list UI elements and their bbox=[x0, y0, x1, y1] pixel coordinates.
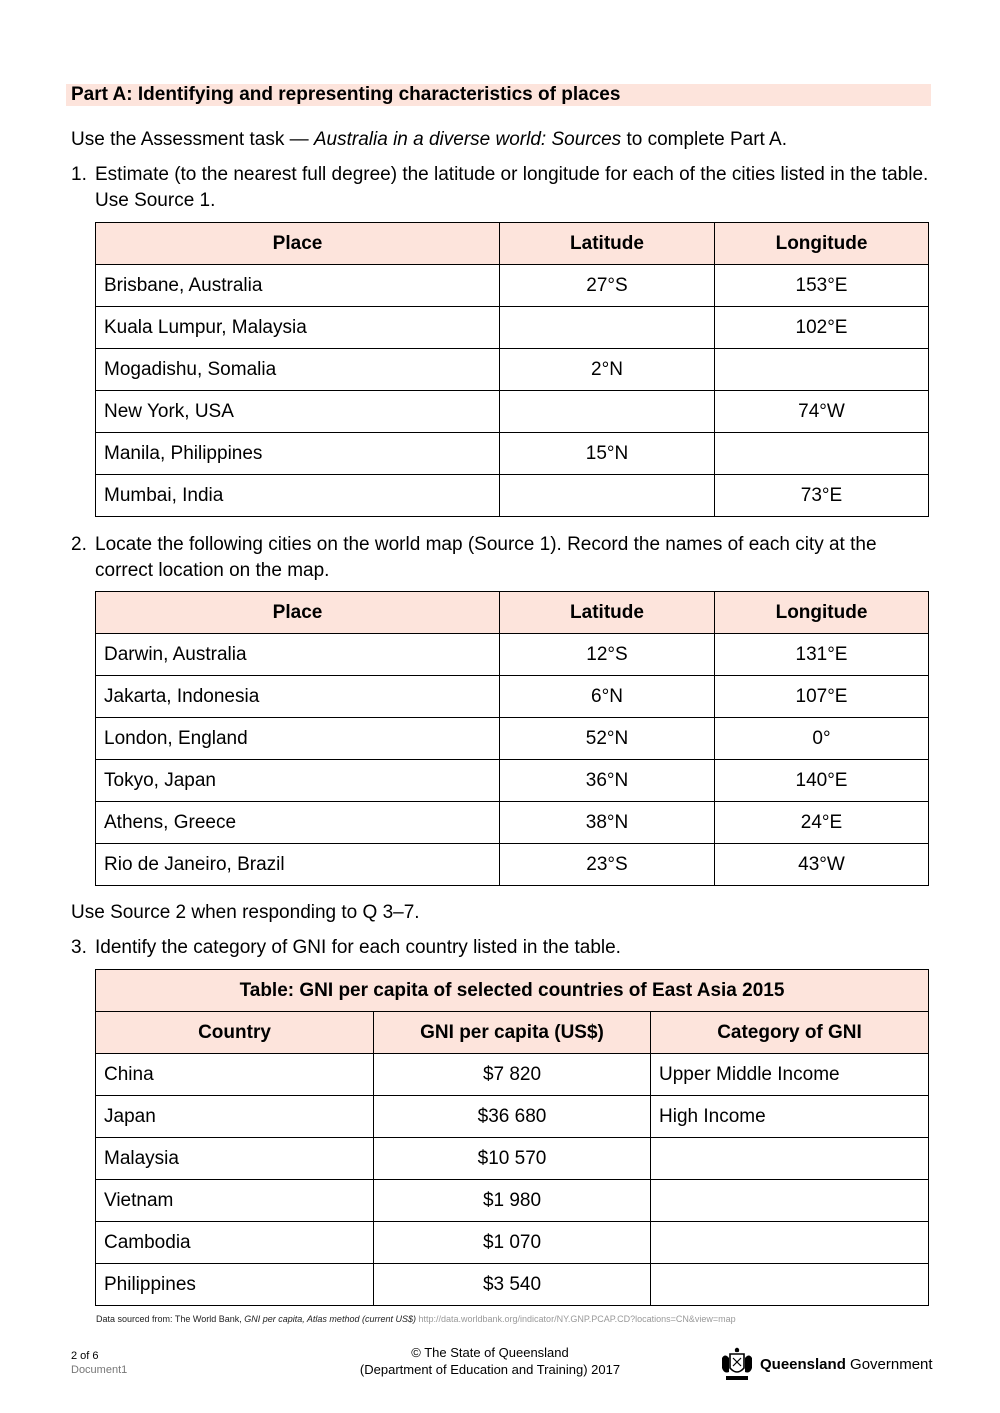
gni-cell: $10 570 bbox=[374, 1138, 651, 1180]
table-row bbox=[96, 1096, 929, 1138]
longitude-cell: 140°E bbox=[715, 760, 929, 802]
category-cell[interactable] bbox=[651, 1222, 929, 1264]
queensland-government-logo bbox=[718, 1344, 933, 1384]
table-row bbox=[96, 718, 929, 760]
category-cell[interactable] bbox=[651, 1180, 929, 1222]
category-cell[interactable] bbox=[651, 1264, 929, 1306]
category-cell[interactable]: Upper Middle Income bbox=[651, 1054, 929, 1096]
place-cell: Kuala Lumpur, Malaysia bbox=[96, 307, 500, 349]
table-row bbox=[96, 760, 929, 802]
question-2-text: Locate the following cities on the world map (Source 1). Record the names of each city at the correct location on the map. bbox=[95, 534, 877, 581]
question-1 bbox=[71, 162, 931, 214]
table-row bbox=[96, 634, 929, 676]
latitude-cell: 38°N bbox=[500, 802, 715, 844]
country-cell: Philippines bbox=[96, 1264, 374, 1306]
table-row bbox=[96, 349, 929, 391]
header-gni: GNI per capita (US$) bbox=[374, 1012, 651, 1054]
gni-table-title: Table: GNI per capita of selected countries of East Asia 2015 bbox=[96, 970, 929, 1012]
gni-cell: $36 680 bbox=[374, 1096, 651, 1138]
table-row bbox=[96, 1138, 929, 1180]
latitude-cell[interactable] bbox=[500, 307, 715, 349]
place-cell: London, England bbox=[96, 718, 500, 760]
latitude-cell: 23°S bbox=[500, 844, 715, 886]
question-2-number: 2. bbox=[71, 534, 87, 555]
question-3-text: Identify the category of GNI for each country listed in the table. bbox=[95, 937, 621, 958]
latitude-longitude-table-2 bbox=[95, 591, 929, 886]
place-cell: Darwin, Australia bbox=[96, 634, 500, 676]
source-2-instruction: Use Source 2 when responding to Q 3–7. bbox=[71, 902, 420, 923]
document-name: Document1 bbox=[71, 1364, 128, 1376]
latitude-cell[interactable] bbox=[500, 391, 715, 433]
gni-table bbox=[95, 969, 929, 1306]
table-row bbox=[96, 1054, 929, 1096]
gni-cell: $1 070 bbox=[374, 1222, 651, 1264]
longitude-cell[interactable]: 73°E bbox=[715, 475, 929, 517]
question-1-text: Estimate (to the nearest full degree) the latitude or longitude for each of the cities listed in the table. Use Source 1. bbox=[95, 164, 929, 211]
intro-paragraph bbox=[71, 127, 931, 153]
footer-copyright bbox=[330, 1344, 650, 1378]
place-cell: Mogadishu, Somalia bbox=[96, 349, 500, 391]
header-latitude: Latitude bbox=[500, 592, 715, 634]
latitude-cell: 12°S bbox=[500, 634, 715, 676]
gni-cell: $7 820 bbox=[374, 1054, 651, 1096]
intro-source-title: Australia in a diverse world: Sources bbox=[313, 129, 622, 150]
place-cell: Tokyo, Japan bbox=[96, 760, 500, 802]
intro-text-before: Use the Assessment task — bbox=[71, 129, 314, 150]
table-row bbox=[96, 433, 929, 475]
country-cell: Vietnam bbox=[96, 1180, 374, 1222]
place-cell: Brisbane, Australia bbox=[96, 265, 500, 307]
latitude-cell: 52°N bbox=[500, 718, 715, 760]
latitude-cell: 36°N bbox=[500, 760, 715, 802]
category-cell[interactable] bbox=[651, 1138, 929, 1180]
place-cell: Jakarta, Indonesia bbox=[96, 676, 500, 718]
header-latitude: Latitude bbox=[500, 223, 715, 265]
longitude-cell: 43°W bbox=[715, 844, 929, 886]
header-longitude: Longitude bbox=[715, 592, 929, 634]
logo-wordmark-bold: Queensland bbox=[760, 1356, 846, 1373]
longitude-cell: 24°E bbox=[715, 802, 929, 844]
data-source-prefix: Data sourced from: The World Bank, bbox=[96, 1314, 245, 1324]
longitude-cell: 0° bbox=[715, 718, 929, 760]
table-row bbox=[96, 1222, 929, 1264]
latitude-cell[interactable]: 2°N bbox=[500, 349, 715, 391]
country-cell: Cambodia bbox=[96, 1222, 374, 1264]
gni-cell: $1 980 bbox=[374, 1180, 651, 1222]
place-cell: Rio de Janeiro, Brazil bbox=[96, 844, 500, 886]
table-row bbox=[96, 475, 929, 517]
question-2 bbox=[71, 532, 931, 584]
header-place: Place bbox=[96, 592, 500, 634]
latitude-cell: 6°N bbox=[500, 676, 715, 718]
intro-text-after: to complete Part A. bbox=[621, 129, 787, 150]
table-row bbox=[96, 307, 929, 349]
table-row bbox=[96, 676, 929, 718]
longitude-cell[interactable]: 102°E bbox=[715, 307, 929, 349]
table-row bbox=[96, 1264, 929, 1306]
latitude-cell[interactable] bbox=[500, 475, 715, 517]
place-cell: Mumbai, India bbox=[96, 475, 500, 517]
country-cell: Japan bbox=[96, 1096, 374, 1138]
gni-cell: $3 540 bbox=[374, 1264, 651, 1306]
country-cell: China bbox=[96, 1054, 374, 1096]
section-heading: Part A: Identifying and representing characteristics of places bbox=[66, 84, 931, 106]
question-3 bbox=[71, 935, 931, 961]
question-1-number: 1. bbox=[71, 164, 87, 185]
latitude-cell[interactable]: 27°S bbox=[500, 265, 715, 307]
header-country: Country bbox=[96, 1012, 374, 1054]
longitude-cell: 107°E bbox=[715, 676, 929, 718]
header-longitude: Longitude bbox=[715, 223, 929, 265]
table-row bbox=[96, 1180, 929, 1222]
logo-wordmark-regular: Government bbox=[845, 1356, 933, 1373]
data-source-link[interactable]: http://data.worldbank.org/indicator/NY.GNP.PCAP.CD?locations=CN&view=map bbox=[418, 1314, 736, 1324]
place-cell: New York, USA bbox=[96, 391, 500, 433]
header-category: Category of GNI bbox=[651, 1012, 929, 1054]
page-number: 2 of 6 bbox=[71, 1350, 99, 1362]
header-place: Place bbox=[96, 223, 500, 265]
data-source-title: GNI per capita, Atlas method (current US$) bbox=[244, 1314, 416, 1324]
copyright-line-1: © The State of Queensland bbox=[411, 1345, 569, 1360]
category-cell[interactable]: High Income bbox=[651, 1096, 929, 1138]
place-cell: Athens, Greece bbox=[96, 802, 500, 844]
data-source-note bbox=[96, 1314, 736, 1324]
longitude-cell[interactable] bbox=[715, 349, 929, 391]
table-row bbox=[96, 391, 929, 433]
place-cell: Manila, Philippines bbox=[96, 433, 500, 475]
longitude-cell[interactable]: 153°E bbox=[715, 265, 929, 307]
question-3-number: 3. bbox=[71, 937, 87, 958]
coat-of-arms-icon bbox=[718, 1344, 756, 1384]
longitude-cell: 131°E bbox=[715, 634, 929, 676]
copyright-line-2: (Department of Education and Training) 2017 bbox=[359, 1362, 621, 1377]
footer-page-info bbox=[71, 1349, 127, 1377]
latitude-cell[interactable]: 15°N bbox=[500, 433, 715, 475]
longitude-cell[interactable]: 74°W bbox=[715, 391, 929, 433]
table-row bbox=[96, 802, 929, 844]
table-row bbox=[96, 844, 929, 886]
logo-wordmark bbox=[760, 1356, 933, 1373]
latitude-longitude-table-1 bbox=[95, 222, 929, 517]
country-cell: Malaysia bbox=[96, 1138, 374, 1180]
longitude-cell[interactable] bbox=[715, 433, 929, 475]
table-row bbox=[96, 265, 929, 307]
